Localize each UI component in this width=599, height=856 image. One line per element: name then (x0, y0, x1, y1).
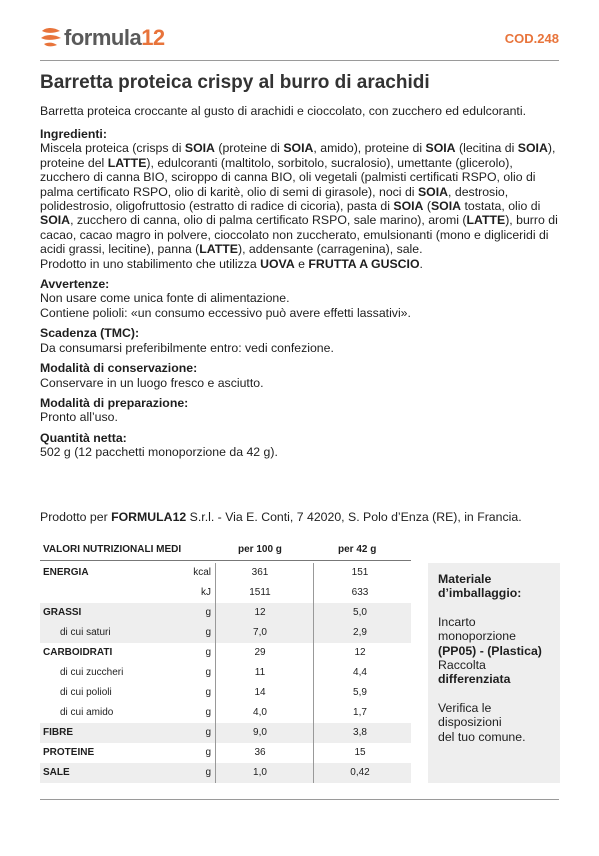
warning-line: Contiene polioli: «un consumo eccessivo può avere effetti lassativi». (40, 305, 411, 320)
packaging-heading: d’imballaggio: (438, 586, 522, 601)
storage-section (40, 361, 565, 390)
nutrient-label: ENERGIA (43, 567, 89, 578)
nutrient-unit: g (205, 707, 211, 718)
value-per-100g: 7,0 (253, 627, 267, 638)
nutrient-unit: g (205, 687, 211, 698)
label-body (40, 127, 565, 466)
nutrient-label: SALE (43, 767, 70, 778)
ingr-text: (proteine di (214, 141, 284, 156)
value-per-42g: 2,9 (353, 627, 367, 638)
value-per-42g: 3,8 (353, 727, 367, 738)
nutrient-label: di cui polioli (60, 687, 112, 698)
nutrition-row (40, 723, 411, 743)
facility-text: . (419, 256, 423, 271)
header (40, 22, 559, 54)
facility-text: e (294, 256, 309, 271)
value-per-42g: 12 (354, 647, 366, 658)
value-per-100g: 9,0 (253, 727, 267, 738)
value-per-100g: 14 (254, 687, 266, 698)
nutrient-label: CARBOIDRATI (43, 647, 113, 658)
packaging-line: Incarto (438, 614, 476, 629)
value-per-42g: 5,9 (353, 687, 367, 698)
ingr-text: tostata, olio di (461, 199, 541, 214)
facility-note (40, 257, 565, 271)
value-per-42g: 15 (354, 747, 366, 758)
nutrition-row (40, 763, 411, 783)
nutrient-label: di cui amido (60, 707, 114, 718)
packaging-note: disposizioni (438, 715, 502, 730)
nutrition-row (40, 743, 411, 763)
producer-brand: FORMULA12 (111, 510, 187, 524)
column-divider (215, 563, 216, 783)
allergen: LATTE (199, 242, 238, 257)
ingr-text: ), addensante (carragenina), sale. (237, 242, 423, 257)
packaging-heading: Materiale (438, 572, 492, 586)
quantity-text: 502 g (12 pacchetti monoporzione da 42 g). (40, 445, 278, 460)
value-per-100g: 1511 (249, 587, 271, 598)
allergen: SOIA (517, 141, 548, 156)
nutrient-unit: g (205, 747, 211, 758)
value-per-100g: 4,0 (253, 707, 267, 718)
allergen: FRUTTA A GUSCIO (308, 256, 420, 271)
nutrition-header (40, 542, 411, 560)
divider-bottom (40, 799, 559, 800)
preparation-heading: Modalità di preparazione: (40, 395, 189, 410)
logo-text (64, 25, 165, 51)
value-per-42g: 633 (351, 587, 369, 598)
allergen: LATTE (466, 213, 506, 228)
nutrient-label: FIBRE (43, 727, 73, 738)
value-per-100g: 11 (254, 667, 266, 678)
packaging-line: Raccolta (438, 658, 486, 673)
nutrient-unit: kJ (201, 587, 211, 598)
expiry-text: Da consumarsi preferibilmente entro: vedi confezione. (40, 340, 334, 355)
value-per-100g: 361 (251, 567, 269, 578)
ingr-text: Miscela proteica (crisps di (40, 141, 185, 156)
nutrient-label: di cui saturi (60, 627, 111, 638)
value-per-100g: 1,0 (253, 767, 267, 778)
logo-number: 12 (141, 25, 165, 50)
allergen: SOIA (40, 213, 71, 228)
ingr-text: ( (423, 199, 431, 214)
nutrition-row (40, 643, 411, 663)
packaging-box (428, 563, 560, 783)
expiry-section (40, 326, 565, 355)
value-per-100g: 36 (254, 747, 266, 758)
nutrition-row (40, 663, 411, 683)
nutrient-unit: g (205, 667, 211, 678)
allergen: SOIA (417, 184, 449, 199)
nutrition-row (40, 703, 411, 723)
expiry-heading: Scadenza (TMC): (40, 326, 140, 341)
nutrition-row (40, 603, 411, 623)
nutrient-label: GRASSI (43, 607, 82, 618)
logo-word: formula (64, 25, 142, 50)
nutrition-header-per42: per 42 g (338, 544, 377, 555)
nutrition-row (40, 583, 411, 603)
facility-text: Prodotto in uno stabilimento che utilizza (40, 256, 261, 271)
allergen: SOIA (430, 199, 462, 214)
nutrition-row (40, 683, 411, 703)
nutrient-unit: g (205, 627, 211, 638)
allergen: SOIA (283, 141, 314, 156)
nutrient-unit: g (205, 727, 211, 738)
storage-heading: Modalità di conservazione: (40, 361, 198, 376)
divider-top (40, 60, 559, 61)
preparation-section (40, 396, 565, 425)
producer-prefix: Prodotto per (40, 510, 112, 524)
producer-address: S.r.l. - Via E. Conti, 7 42020, S. Polo d’Enza (RE), in Francia. (186, 510, 522, 524)
nutrition-header-divider (40, 560, 411, 561)
value-per-42g: 1,7 (353, 707, 367, 718)
packaging-note: del tuo comune. (438, 729, 526, 744)
allergen: SOIA (425, 141, 456, 156)
nutrient-unit: g (205, 767, 211, 778)
ingr-text: ), edulcoranti (maltitolo, sorbitolo, sucralosio), umettante (glicerolo), zucchero di canna BIO, sciroppo di canna BIO, oli vegetali (palmisti certificati RSPO, olio di palma certificato RSPO, olio di karitè, olio di semi di girasole), noci di (40, 155, 536, 199)
nutrition-header-per100: per 100 g (238, 544, 282, 555)
allergen: SOIA (393, 199, 424, 214)
warning-line: Non usare come unica fonte di alimentazione. (40, 291, 290, 306)
brand-logo (40, 22, 165, 54)
packaging-note: Verifica le (438, 700, 492, 715)
allergen: LATTE (107, 155, 147, 170)
value-per-42g: 5,0 (353, 607, 367, 618)
product-subtitle: Barretta proteica croccante al gusto di arachidi e cioccolato, con zucchero ed edulcoranti. (40, 104, 526, 118)
product-title: Barretta proteica crispy al burro di arachidi (40, 72, 430, 93)
storage-text: Conservare in un luogo fresco e asciutto. (40, 375, 264, 390)
packaging-line: monoporzione (438, 629, 516, 644)
column-divider (313, 563, 314, 783)
nutrient-label: PROTEINE (43, 747, 95, 758)
nutrient-unit: g (205, 647, 211, 658)
value-per-42g: 151 (351, 567, 369, 578)
value-per-42g: 0,42 (350, 767, 370, 778)
ingr-text: (lecitina di (455, 141, 518, 156)
allergen: UOVA (260, 256, 295, 271)
nutrition-row (40, 623, 411, 643)
packaging-collection: differenziata (438, 672, 511, 687)
packaging-material: (PP05) - (Plastica) (438, 643, 542, 658)
nutrient-unit: g (205, 607, 211, 618)
ingredients-heading: Ingredienti: (40, 127, 107, 141)
quantity-heading: Quantità netta: (40, 430, 127, 445)
nutrition-row (40, 563, 411, 583)
leaf-icon (40, 25, 62, 51)
ingr-text: , amido), proteine di (313, 141, 426, 156)
warnings-section (40, 277, 565, 320)
ingredients-text (40, 141, 565, 256)
nutrient-unit: kcal (193, 567, 211, 578)
value-per-100g: 29 (254, 647, 266, 658)
ingredients-section (40, 127, 565, 271)
ingr-text: ), burro di cacao, cacao magro in polvere, cioccolato non zuccherato, emulsionanti (mono e digliceridi di acidi grassi, lecitine), panna ( (40, 213, 558, 257)
warnings-heading: Avvertenze: (40, 277, 110, 292)
product-code: COD.248 (504, 31, 559, 46)
producer-line (40, 510, 522, 524)
nutrient-label: di cui zuccheri (60, 667, 124, 678)
ingr-text: , destrosio, polidestrosio, oligofruttosio (estratto di radice di cicoria), pasta di (40, 184, 509, 214)
value-per-42g: 4,4 (353, 667, 367, 678)
nutrition-header-label: VALORI NUTRIZIONALI MEDI (43, 544, 182, 555)
value-per-100g: 12 (254, 607, 266, 618)
allergen: SOIA (184, 141, 215, 156)
ingr-text: ), proteine del (40, 141, 556, 170)
ingr-text: , zucchero di canna, olio di palma certificato RSPO, sale marino), aromi ( (70, 213, 467, 228)
quantity-section (40, 431, 565, 460)
preparation-text: Pronto all’uso. (40, 410, 118, 425)
